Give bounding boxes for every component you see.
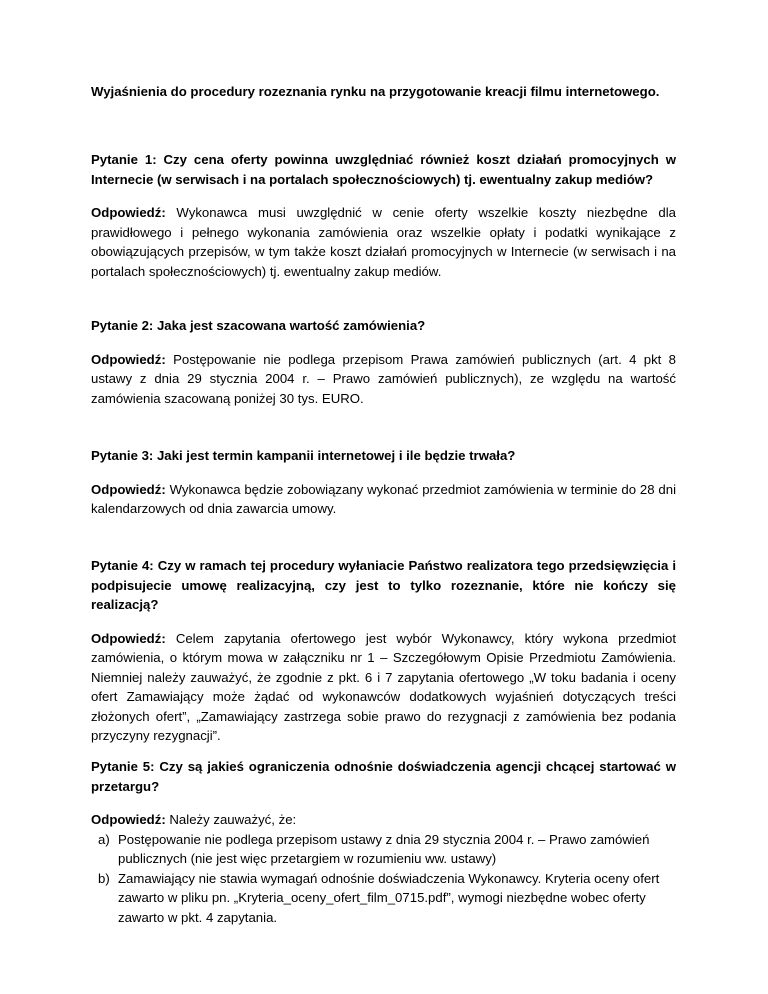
answer-2 [91, 350, 676, 409]
answer-5 [91, 810, 676, 830]
question-1: Pytanie 1: Czy cena oferty powinna uwzględniać również koszt działań promocyjnych w Internecie (w serwisach i na portalach społecznościowych) tj. ewentualny zakup mediów? [91, 152, 676, 187]
answer-1 [91, 203, 676, 281]
question-4: Pytanie 4: Czy w ramach tej procedury wyłaniacie Państwo realizatora tego przedsięwzięcia i podpisujecie umowę realizacyjną, czy jest to tylko rozeznanie, które nie kończy się realizacją? [91, 558, 676, 612]
qa-block-2 [91, 316, 676, 408]
list-item [91, 830, 676, 869]
answer-text: Wykonawca musi uwzględnić w cenie oferty wszelkie koszty niezbędne dla prawidłowego i pełnego wykonania zamówienia oraz wszelkie opłaty i podatki wynikające z obowiązujących przepisów, w tym także koszt działań promocyjnych w Internecie (w serwisach i na portalach społecznościowych) tj. ewentualny zakup mediów. [91, 205, 676, 279]
list-item-text: Postępowanie nie podlega przepisom ustawy z dnia 29 stycznia 2004 r. – Prawo zamówień publicznych (nie jest więc przetargiem w rozumieniu ww. ustawy) [118, 831, 650, 866]
answer-label: Odpowiedź: [91, 205, 166, 220]
qa-block-5 [91, 757, 676, 927]
answer-text: Postępowanie nie podlega przepisom Prawa zamówień publicznych (art. 4 pkt 8 ustawy z dnia 29 stycznia 2004 r. – Prawo zamówień publicznych), ze względu na wartość zamówienia szacowaną poniżej 30 tys. EURO. [91, 351, 676, 406]
qa-block-4 [91, 556, 676, 746]
list-marker: a) [98, 831, 110, 847]
question-2: Pytanie 2: Jaka jest szacowana wartość zamówienia? [91, 318, 426, 333]
document-title: Wyjaśnienia do procedury rozeznania rynku na przygotowanie kreacji filmu internetowego. [91, 84, 660, 99]
answer-5-list [91, 830, 676, 928]
answer-3 [91, 480, 676, 519]
qa-block-3 [91, 446, 676, 519]
answer-label: Odpowiedź: [91, 351, 166, 367]
answer-label: Odpowiedź: [91, 812, 166, 827]
qa-block-1 [91, 150, 676, 281]
list-item [91, 869, 676, 928]
answer-label: Odpowiedź: [91, 481, 166, 497]
question-3: Pytanie 3: Jaki jest termin kampanii internetowej i ile będzie trwała? [91, 448, 516, 463]
list-item-text: Zamawiający nie stawia wymagań odnośnie doświadczenia Wykonawcy. Kryteria oceny ofert zawarto w pliku pn. „Kryteria_oceny_ofert_film_0715.pdf”, wymogi niezbędne wobec oferty zawarto w pkt. 4 zapytania. [118, 870, 660, 925]
question-5: Pytanie 5: Czy są jakieś ograniczenia odnośnie doświadczenia agencji chcącej startować w przetargu? [91, 759, 676, 794]
answer-label: Odpowiedź: [91, 630, 166, 646]
answer-text: Należy zauważyć, że: [169, 812, 297, 827]
answer-4 [91, 629, 676, 746]
list-marker: b) [98, 870, 110, 886]
answer-text: Wykonawca będzie zobowiązany wykonać przedmiot zamówienia w terminie do 28 dni kalendarzowych od dnia zawarcia umowy. [91, 481, 676, 516]
answer-text: Celem zapytania ofertowego jest wybór Wykonawcy, który wykona przedmiot zamówienia, o którym mowa w załączniku nr 1 – Szczegółowym Opisie Przedmiotu Zamówienia. Niemniej należy zauważyć, że zgodnie z pkt. 6 i 7 zapytania ofertowego „W toku badania i oceny ofert Zamawiający może żądać od wykonawców dodatkowych wyjaśnień dotyczących treści złożonych ofert”, „Zamawiający zastrzega sobie prawo do rezygnacji z zamówienia bez podania przyczyny rezygnacji”. [91, 630, 676, 743]
